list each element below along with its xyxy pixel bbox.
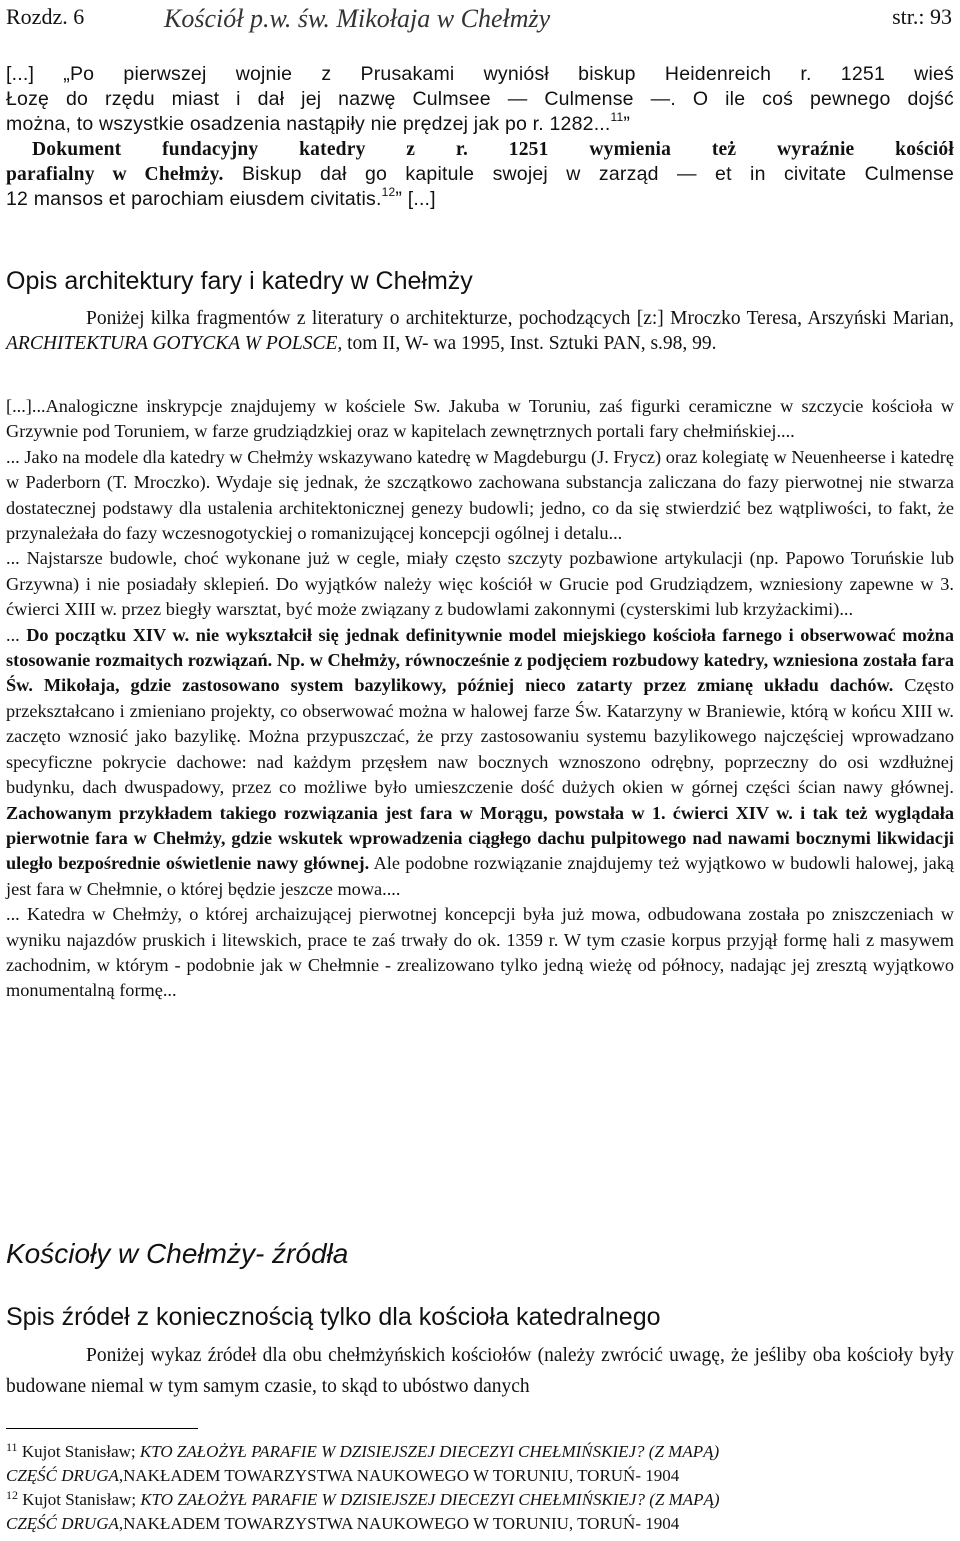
opis-p4-bold-1: Do początku XIV w. nie wykształcił się jednak definitywnie model miejskiego kościoła farnego i obserwować można stosowanie rozmaitych rozwiązań. Np. w Chełmży, równocześnie z podjęciem rozbudowy katedry, wzniesiona została fara Św. Mikołaja, gdzie zastosowano system bazylikowy, później nieco zatarty przez zmianę układu dachów. xyxy=(6,624,954,696)
page-number: str.: 93 xyxy=(892,4,952,29)
footnote-number: 12 xyxy=(6,1488,18,1502)
footnote-number: 11 xyxy=(6,1440,18,1454)
close-quote: ” xyxy=(623,113,631,135)
section-subheading-spis: Spis źródeł z koniecznością tylko dla kościoła katedralnego xyxy=(6,1303,661,1331)
intro-bold-line-2: parafialny w Chełmży. xyxy=(6,164,224,185)
section-heading-zrodla: Kościoły w Chełmży- źródła xyxy=(6,1238,349,1269)
footnote-part: CZĘŚĆ DRUGA xyxy=(6,1466,119,1485)
opis-intro-b: tom II, W- wa 1995, Inst. Sztuki PAN, s.98, 99. xyxy=(347,333,717,355)
opis-p4-normal-2: Ale podobne rozwiązanie znajdujemy też wyjątkowo w budowli halowej, jaką jest fara w Chełmnie, o której będzie jeszcze mowa.... xyxy=(6,853,954,899)
opis-paragraph-5: ... Katedra w Chełmży, o której archaizującej pierwotnej koncepcji była już mowa, odbudowana została po zniszczeniach w wyniku najazdów pruskich i litewskich, prace te zaś trwały do ok. 1359 r. W tym czasie korpus przyjął formę hali z masywem zachodnim, w którym - podobnie jak w Chełmnie - zrealizowano tylko jedną wieżę od północy, nadając jej zresztą wyjątkowo monumentalną formę... xyxy=(6,904,954,1001)
close-quote-2: ” xyxy=(395,188,403,210)
opis-paragraph-1: [...]...Analogiczne inskrypcje znajdujemy w kościele Sw. Jakuba w Toruniu, zaś figurki ceramiczne w szczycie kościoła w Grzywnie pod Toruniem, w farze grudziądzkiej oraz w kapitelach zewnętrznych portali fary chełmińskiej.... xyxy=(6,396,954,442)
footnote-part: CZĘŚĆ DRUGA xyxy=(6,1514,119,1533)
section-heading-opis: Opis architektury fary i katedry w Chełmży xyxy=(6,267,473,295)
opis-paragraph-3: ... Najstarsze budowle, choć wykonane już w cegle, miały często szczyty pozbawione artykulacji (np. Papowo Toruńskie lub Grzywna) i nie posiadały sklepień. Do wyjątków należy więc kościół w Grucie pod Grudziądzem, wzniesiony zapewne w 3. ćwierci XIII w. przez biegły warsztat, być może związany z budowlami zakonnymi (cysterskimi lub krzyżackimi)... xyxy=(6,548,954,620)
opis-quotes xyxy=(6,394,954,1004)
intro-line-6-end: [...] xyxy=(407,188,436,210)
opis-intro-text xyxy=(6,306,954,357)
footnote-separator xyxy=(6,1428,198,1429)
opis-p4-normal-1: Często przekształcano i zmieniano projekty, co obserwować można w halowej farze Św. Katarzyny w Braniewie, którą w końcu XIII w. zaczęto wznosić jako bazylikę. Można przypuszczać, że przy zastosowaniu systemu bazylikowego najczęściej wprowadzano specyficzne pokrycie dachowe: nad każdym przęsłem naw bocznych wznoszono odrębny, poprzeczny do osi wzdłużnej budynku, dach dwuspadowy, przez co możliwe było umieszczenie dość dużych okien w górnej części ścian nawy głównej. xyxy=(6,675,954,798)
footnote-publisher: ,NAKŁADEM TOWARZYSTWA NAUKOWEGO W TORUNIU, TORUŃ- 1904 xyxy=(118,1466,680,1485)
opis-paragraph-4 xyxy=(6,623,954,902)
footnote-title: KTO ZAŁOŻYŁ PARAFIE W DZISIEJSZEJ DIECEZYI CHEŁMIŃSKIEJ? (Z MAPĄ) xyxy=(140,1490,720,1509)
footnote-title: KTO ZAŁOŻYŁ PARAFIE W DZISIEJSZEJ DIECEZYI CHEŁMIŃSKIEJ? (Z MAPĄ) xyxy=(139,1442,720,1461)
chapter-label: Rozdz. 6 xyxy=(6,4,85,29)
intro-line-5-text: Biskup dał go kapitule swojej w zarząd — et in civitate Culmense xyxy=(241,163,954,185)
footnote-ref-12[interactable]: 12 xyxy=(381,185,396,199)
intro-line-2: Łozę do rzędu miast i dał jej nazwę Culmsee — Culmense —. O ile coś pewnego dojść xyxy=(6,88,954,110)
intro-line-3 xyxy=(6,112,954,137)
opis-p4-bold-2: Zachowanym przykładem takiego rozwiązania jest fara w Morągu, powstała w 1. ćwierci XIV w. i tak też wyglądała pierwotnie fara w Chełmży, gdzie wskutek wprowadzenia ciągłego dachu pulpitowego nad nawami bocznymi likwidacji uległo bezpośrednie oświetlenie nawy głównej. xyxy=(6,802,954,874)
intro-line-6-text: 12 mansos et parochiam eiusdem civitatis. xyxy=(6,188,382,210)
footnote-author: Kujot Stanisław; xyxy=(21,1442,136,1461)
intro-line-3-text: można, to wszystkie osadzenia nastąpiły nie prędzej jak po r. 1282... xyxy=(6,113,611,135)
zrodla-paragraph xyxy=(6,1340,954,1402)
opis-paragraph-2: ... Jako na modele dla katedry w Chełmży wskazywano katedrę w Magdeburgu (J. Frycz) oraz kolegiatę w Neuenheerse i katedrę w Paderborn (T. Mroczko). Wydaje się jednak, że szczątkowo zachowana substancja zaliczana do fazy pierwotnej nie stwarza dostatecznej podstawy dla ustalenia architektonicznej genezy budowli; jedno, co da się stwierdzić bez wątpliwości, to fakt, że przynależała do fazy wczesnogotyckiej o romanizującej koncepcji ogólnej i detalu... xyxy=(6,446,954,544)
intro-line-1: [...] „Po pierwszej wojnie z Prusakami wyniósł biskup Heidenreich r. 1251 wieś xyxy=(6,63,954,85)
opis-intro-paragraph xyxy=(6,306,954,357)
opis-p4-start: ... xyxy=(6,624,27,645)
zrodla-paragraph-text: Poniżej wykaz źródeł dla obu chełmżyńskich kościołów (należy zwrócić uwagę, że jeśliby oba kościoły były budowane niemal w tym samym czasie, to skąd to ubóstwo danych xyxy=(6,1345,954,1397)
footnote-11 xyxy=(6,1440,954,1488)
footnote-publisher: ,NAKŁADEM TOWARZYSTWA NAUKOWEGO W TORUNIU, TORUŃ- 1904 xyxy=(118,1514,680,1533)
footnote-author: Kujot Stanisław; xyxy=(22,1490,137,1509)
opis-intro-a: Poniżej kilka fragmentów z literatury o architekturze, pochodzących [z:] Mroczko Teresa, Arszyński Marian, xyxy=(86,308,954,329)
footnote-12 xyxy=(6,1488,954,1536)
opis-intro-book-title: ARCHITEKTURA GOTYCKA W POLSCE, xyxy=(6,333,343,355)
footnote-ref-11[interactable]: 11 xyxy=(610,110,624,124)
intro-bold-line-1: Dokument fundacyjny katedry z r. 1251 wymienia też wyraźnie kościół xyxy=(32,139,954,160)
page-header xyxy=(6,4,952,38)
page-title: Kościół p.w. św. Mikołaja w Chełmży xyxy=(164,4,551,33)
intro-line-6 xyxy=(6,187,954,212)
intro-line-5 xyxy=(6,162,954,187)
intro-quote xyxy=(6,62,954,212)
